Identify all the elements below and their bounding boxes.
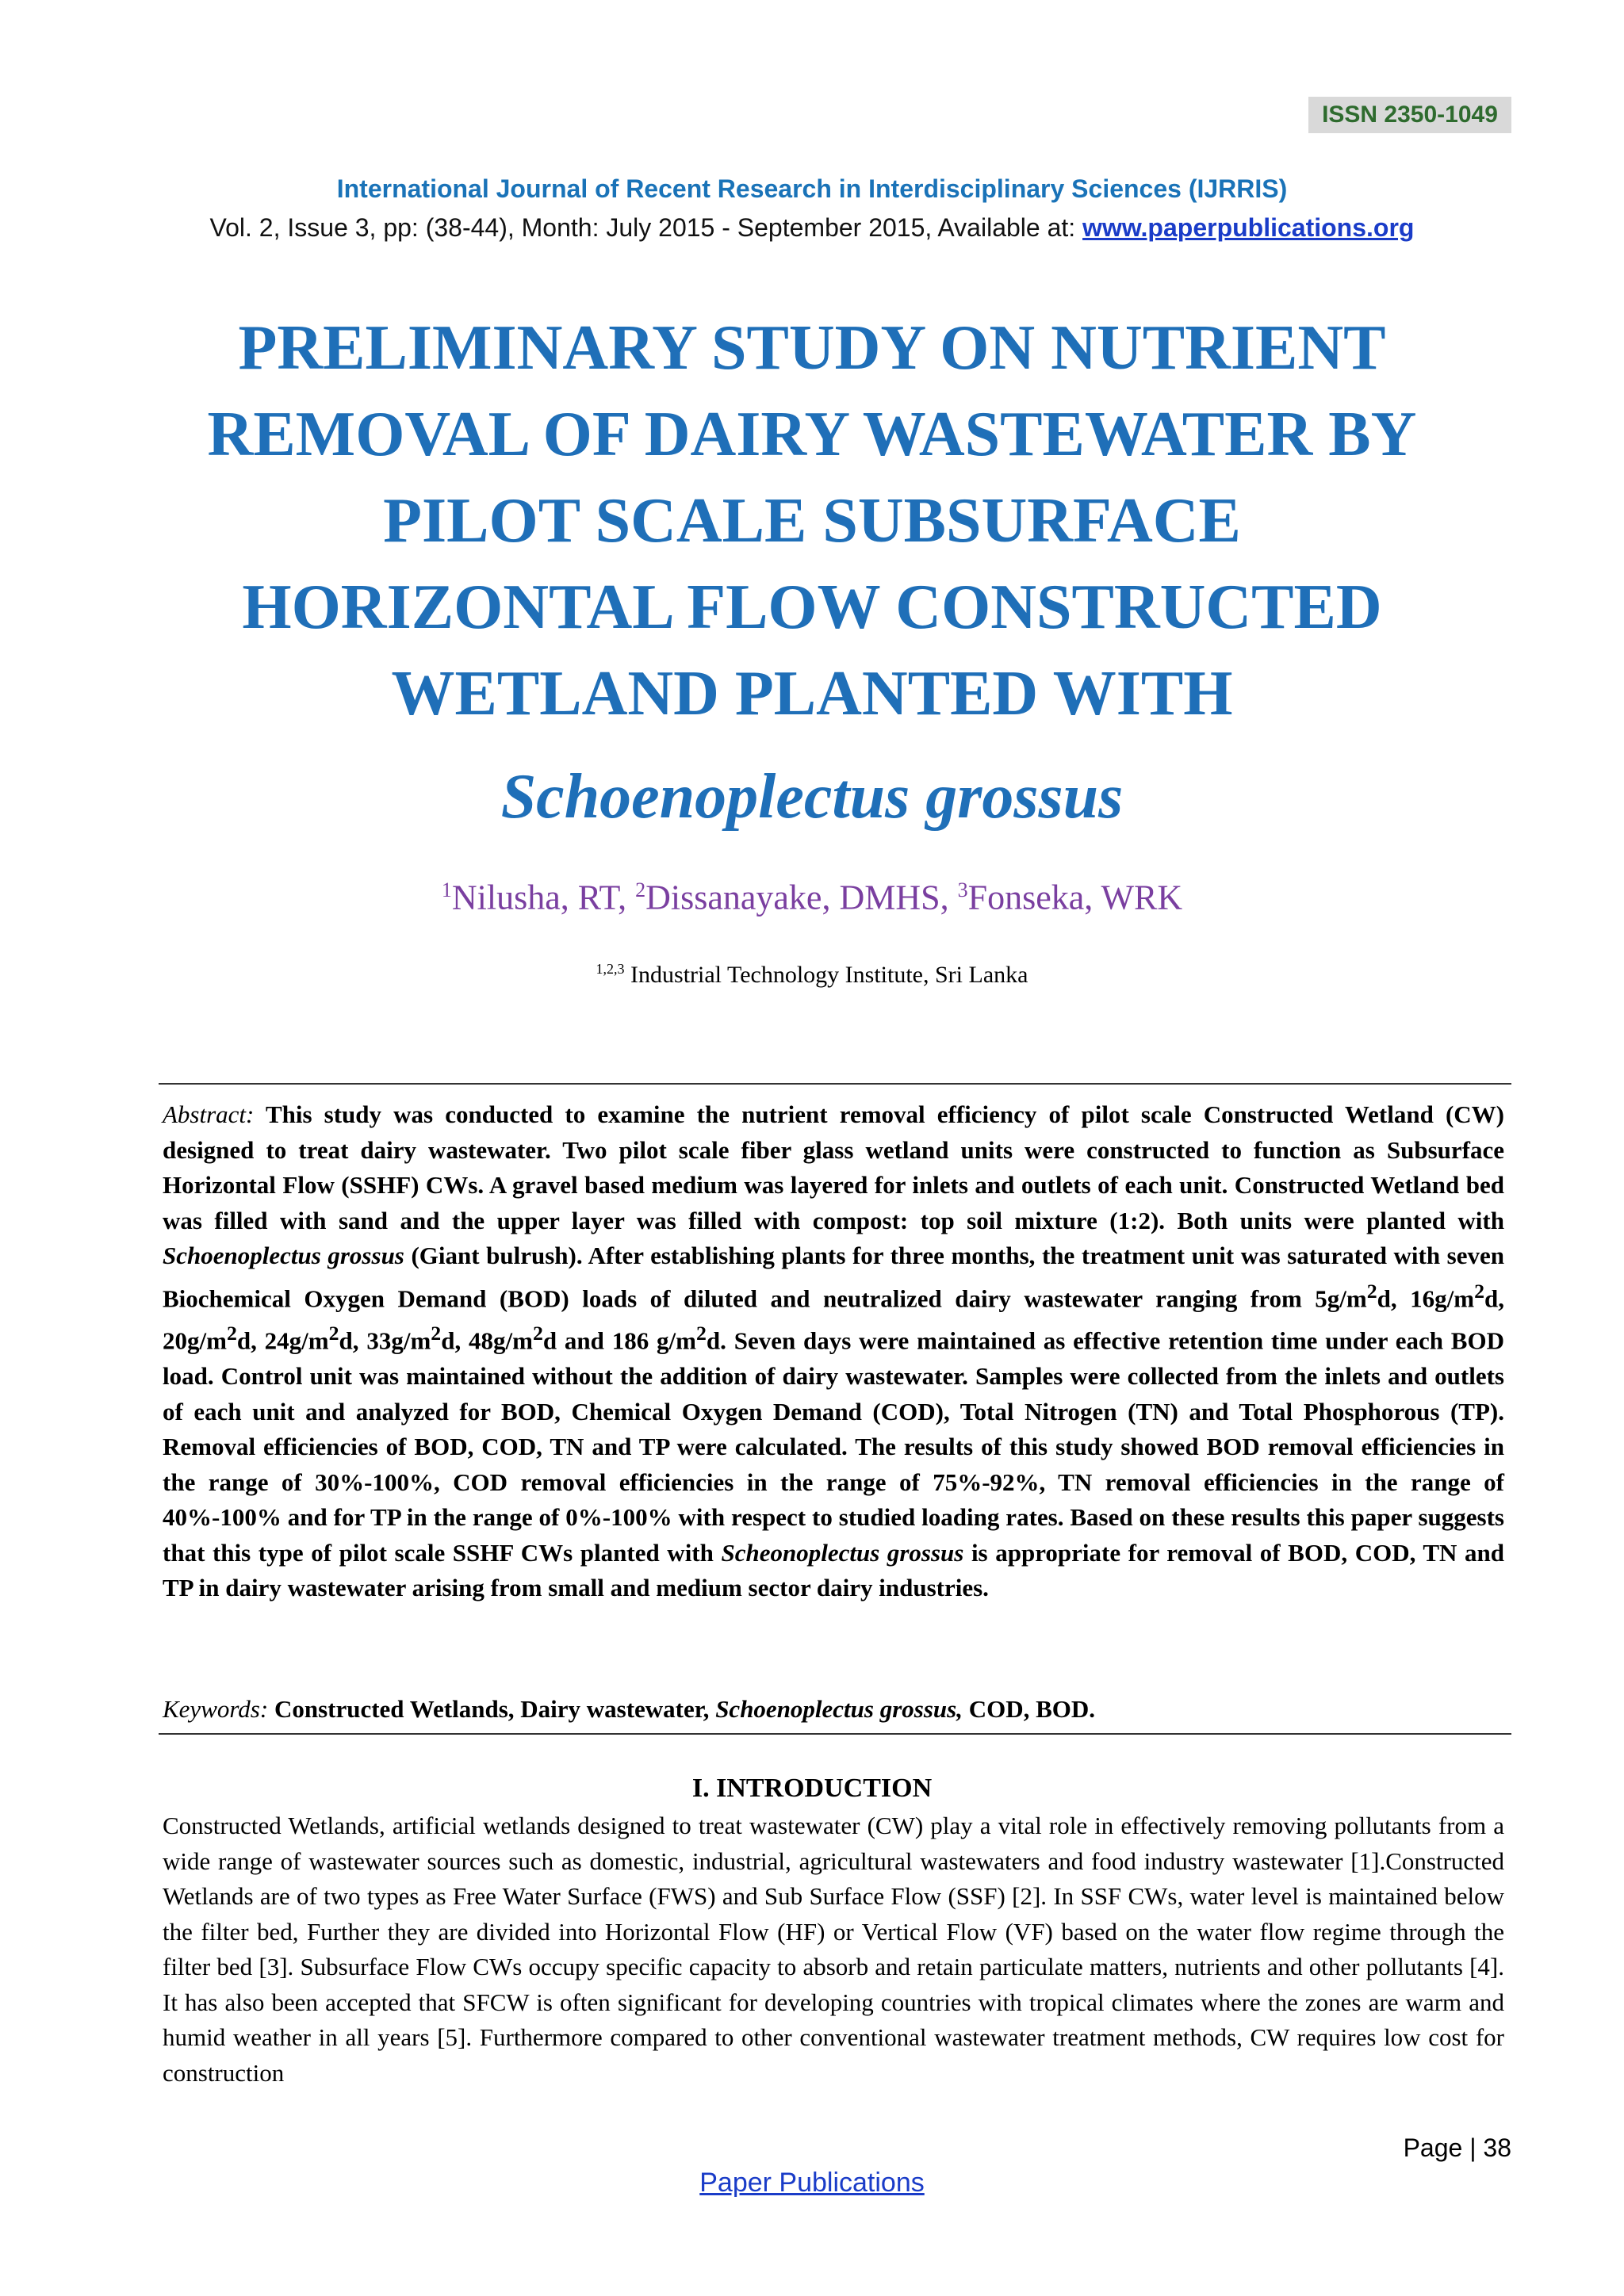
title-line-2: REMOVAL OF DAIRY WASTEWATER BY — [207, 400, 1417, 469]
abstract-text: d, 16g/m — [1377, 1284, 1475, 1312]
keywords-text: Constructed Wetlands, Dairy wastewater, — [268, 1695, 716, 1723]
abstract-text: d, 33g/m — [339, 1326, 431, 1355]
superscript: 2 — [532, 1322, 543, 1345]
keywords-label: Keywords: — [163, 1695, 269, 1723]
volume-info — [0, 209, 1624, 246]
title-line-5: WETLAND PLANTED WITH — [391, 659, 1233, 729]
abstract-text: This study was conducted to examine the nutrient removal efficiency of pilot scale Constructed Wetland (CW) designed to treat dairy wastewater. Two pilot scale fiber glass wetland units were constructed to function as Subsurface Horizontal Flow (SSHF) CWs. A gravel based medium was layered for inlets and outlets of each unit. Constructed Wetland bed was filled with sand and the upper layer was filled with compost: top soil mixture (1:2). Both units were planted with — [163, 1100, 1504, 1234]
abstract-label: Abstract: — [163, 1100, 255, 1128]
title-line-1: PRELIMINARY STUDY ON NUTRIENT — [238, 313, 1386, 383]
keywords — [163, 1690, 1504, 1728]
author-name: Nilusha, RT, — [451, 878, 636, 917]
issn-badge: ISSN 2350-1049 — [1308, 97, 1511, 133]
abstract-text: d, 24g/m — [236, 1326, 329, 1355]
volume-text: Vol. 2, Issue 3, pp: (38-44), Month: July 2015 - September 2015, Available at: — [209, 213, 1083, 242]
abstract-text: d and 186 g/m — [542, 1326, 696, 1355]
author-sup: 2 — [635, 878, 646, 901]
paper-title — [119, 305, 1505, 737]
abstract-text: d, 48g/m — [441, 1326, 533, 1355]
author-name: Fonseka, WRK — [967, 878, 1183, 917]
title-species: Schoenoplectus grossus — [500, 762, 1124, 832]
keywords-bottom-rule — [159, 1733, 1511, 1735]
affiliation-sup: 1,2,3 — [596, 961, 625, 977]
keywords-species: Schoenoplectus grossus, — [715, 1695, 963, 1723]
superscript: 2 — [431, 1322, 442, 1345]
abstract-text: d, 20g/m — [163, 1284, 1504, 1355]
author-name: Dissanayake, DMHS, — [645, 878, 958, 917]
affiliation-text: Industrial Technology Institute, Sri Lanka — [624, 962, 1028, 988]
website-link[interactable]: www.paperpublications.org — [1082, 213, 1415, 242]
abstract-text: d. Seven days were maintained as effective retention time under each BOD load. Control unit was maintained without the addition of dairy wastewater. Samples were collected from the inlets and outlets of each unit and analyzed for BOD, Chemical Oxygen Demand (COD), Total Nitrogen (TN) and Total Phosphorous (TP). Removal efficiencies of BOD, COD, TN and TP were calculated. The results of this study showed BOD removal efficiencies in the range of 30%-100%, COD removal efficiencies in the range of 75%-92%, TN removal efficiencies in the range of 40%-100% and for TP in the range of 0%-100% with respect to studied loading rates. Based on these results this paper suggests that this type of pilot scale SSHF CWs planted with — [163, 1326, 1504, 1567]
section-heading-introduction: I. INTRODUCTION — [691, 1774, 933, 1803]
abstract — [163, 1097, 1504, 1606]
page-number: Page | 38 — [1403, 2133, 1511, 2162]
author-list — [0, 863, 1624, 926]
superscript: 2 — [696, 1322, 707, 1345]
superscript: 2 — [328, 1322, 339, 1345]
abstract-top-rule — [159, 1083, 1511, 1085]
abstract-species: Scheonoplectus grossus — [721, 1538, 964, 1567]
superscript: 2 — [1366, 1279, 1377, 1303]
author-sup: 3 — [957, 878, 968, 901]
superscript: 2 — [1474, 1279, 1484, 1303]
superscript: 2 — [226, 1322, 237, 1345]
author-sup: 1 — [441, 878, 452, 901]
abstract-species: Schoenoplectus grossus — [163, 1242, 404, 1269]
footer — [0, 2163, 1624, 2202]
abstract-text: is appropriate for removal of BOD, COD, TN and TP in dairy wastewater arising from small and medium sector dairy industries. — [163, 1538, 1505, 1602]
journal-name: International Journal of Recent Research in Interdisciplinary Sciences (IJRRIS) — [336, 174, 1288, 203]
keywords-text: COD, BOD. — [962, 1695, 1096, 1723]
title-line-4: HORIZONTAL FLOW CONSTRUCTED — [242, 572, 1382, 642]
introduction-text: Constructed Wetlands, artificial wetlands designed to treat wastewater (CW) play a vital role in effectively removing pollutants from a wide range of wastewater sources such as domestic, industrial, agricultural wastewaters and food industry wastewater [1].Constructed Wetlands are of two types as Free Water Surface (FWS) and Sub Surface Flow (SSF) [2]. In SSF CWs, water level is maintained below the filter bed, Further they are divided into Horizontal Flow (HF) or Vertical Flow (VF) based on the water flow regime through the filter bed [3]. Subsurface Flow CWs occupy specific capacity to absorb and retain particulate matters, nutrients and other pollutants [4]. It has also been accepted that SFCW is often significant for developing countries with tropical climates where the zones are warm and humid weather in all years [5]. Furthermore compared to other conventional wastewater treatment methods, CW requires low cost for construction — [163, 1812, 1504, 2087]
publisher-link[interactable]: Paper Publications — [699, 2168, 925, 2198]
affiliation — [0, 950, 1624, 994]
title-line-3: PILOT SCALE SUBSURFACE — [383, 486, 1241, 556]
abstract-text: (Giant bulrush). After establishing plants for three months, the treatment unit was saturated with seven Biochemical Oxygen Demand (BOD) loads of diluted and neutralized dairy wastewater ranging from 5g/m — [163, 1242, 1504, 1312]
